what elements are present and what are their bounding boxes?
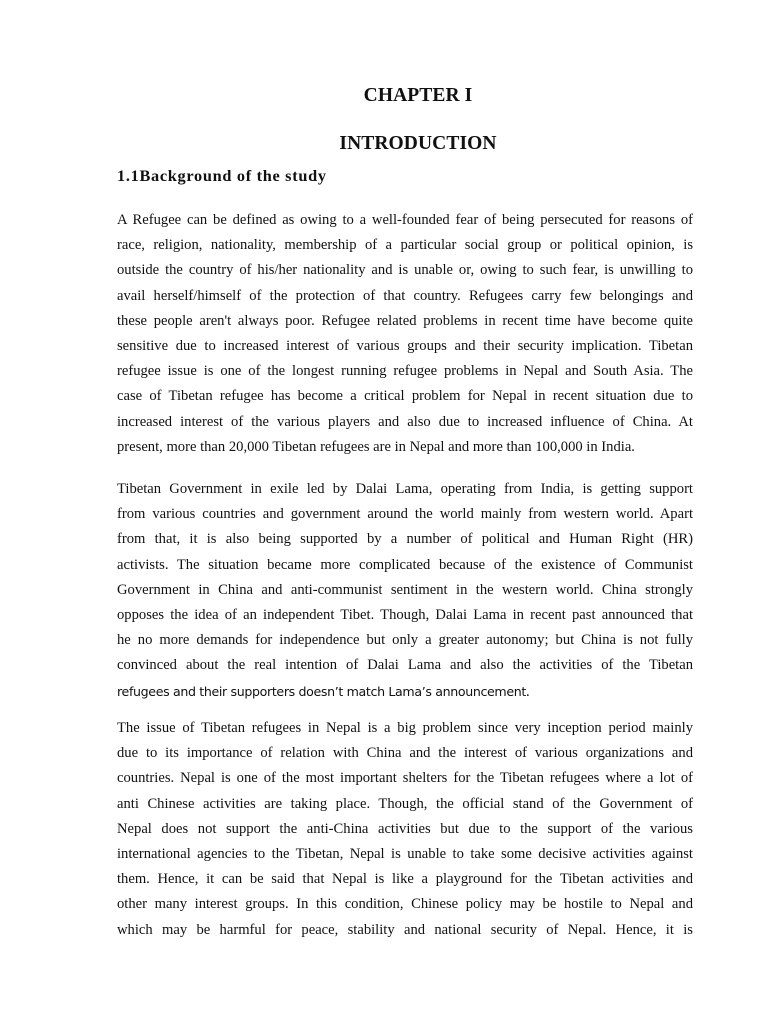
text-line: outside the country of his/her nationality and is unable or, owing to such fear, is unwilling to (117, 262, 693, 279)
text-line: anti Chinese activities are taking place. Though, the official stand of the Government of (117, 795, 693, 812)
text-line: avail herself/himself of the protection of that country. Refugees carry few belongings and (117, 287, 693, 304)
text-line: sensitive due to increased interest of various groups and their security implication. Tibetan (117, 337, 693, 354)
paragraph-3 (117, 716, 693, 943)
text-line: due to its importance of relation with China and the interest of various organizations and (117, 745, 693, 762)
paragraph-2 (117, 477, 693, 704)
text-line: Nepal does not support the anti-China activities but due to the support of the various (117, 820, 693, 837)
text-line: them. Hence, it can be said that Nepal is like a playground for the Tibetan activities and (117, 871, 693, 888)
text-line: Tibetan Government in exile led by Dalai Lama, operating from India, is getting support (117, 481, 693, 497)
text-line: Government in China and anti-communist sentiment in the western world. China strongly (117, 581, 693, 598)
text-line: case of Tibetan refugee has become a critical problem for Nepal in recent situation due to (117, 388, 693, 405)
line-end-punctuation: . (525, 683, 530, 700)
section-heading: 1.1Background of the study (117, 166, 327, 185)
text-line: other many interest groups. In this condition, Chinese policy may be hostile to Nepal and (117, 896, 693, 913)
text-line: refugee issue is one of the longest running refugee problems in Nepal and South Asia. The (117, 363, 693, 380)
text-line: A Refugee can be defined as owing to a well-founded fear of being persecuted for reasons of (117, 212, 693, 228)
text-line: which may be harmful for peace, stability and national security of Nepal. Hence, it is (117, 921, 693, 938)
sans-font-segment: refugees and their supporters doesn’t match Lama’s announcement (117, 683, 526, 699)
paragraph-1 (117, 208, 693, 460)
text-line: international agencies to the Tibetan, Nepal is unable to take some decisive activities against (117, 845, 693, 862)
text-line: opposes the idea of an independent Tibet. Though, Dalai Lama in recent past announced that (117, 606, 693, 623)
text-line: from various countries and government around the world mainly from western world. Apart (117, 506, 693, 523)
text-line: these people aren't always poor. Refugee related problems in recent time have become quite (117, 312, 693, 329)
text-line: countries. Nepal is one of the most important shelters for the Tibetan refugees where a lot of (117, 770, 693, 787)
text-line-mixed-font (117, 679, 693, 704)
text-line: race, religion, nationality, membership of a particular social group or political opinion, is (117, 237, 693, 254)
text-line: increased interest of the various players and also due to increased influence of China. At (117, 413, 693, 430)
text-line: present, more than 20,000 Tibetan refugees are in Nepal and more than 100,000 in India. (117, 438, 635, 455)
text-line: The issue of Tibetan refugees in Nepal is a big problem since very inception period mainly (117, 720, 693, 736)
text-line: from that, it is also being supported by a number of political and Human Right (HR) (117, 531, 693, 548)
text-line: he no more demands for independence but only a greater autonomy; but China is not fully (117, 632, 693, 649)
text-line: convinced about the real intention of Dalai Lama and also the activities of the Tibetan (117, 657, 693, 674)
chapter-label: CHAPTER I (363, 85, 473, 106)
chapter-title: INTRODUCTION (339, 133, 497, 154)
text-line: activists. The situation became more complicated because of the existence of Communist (117, 556, 693, 573)
